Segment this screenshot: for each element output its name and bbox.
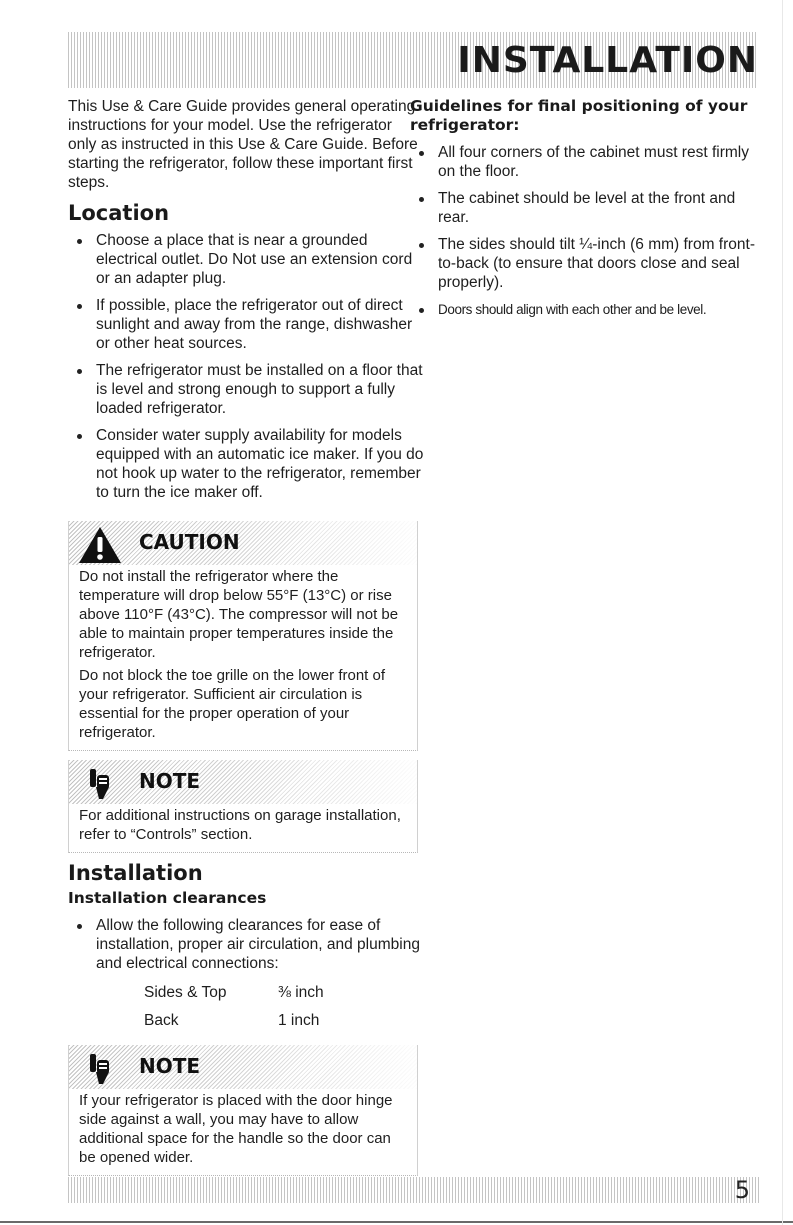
caution-box — [68, 521, 418, 751]
table-row — [144, 1011, 324, 1039]
caution-paragraph: Do not install the refrigerator where the temperature will drop below 55°F (13°C) or rise above 110°F (43°C). The compressor will not be able to maintain proper temperatures inside the refrigerator. — [79, 568, 399, 661]
clearance-table — [144, 983, 324, 1039]
installation-section — [68, 861, 424, 1039]
caution-body — [69, 565, 417, 750]
location-heading: Location — [68, 201, 170, 225]
bullet-icon — [419, 243, 424, 248]
list-item: Allow the following clearances for ease of installation, proper air circulation, and plumbing and electrical connections: — [68, 916, 424, 973]
bullet-icon — [419, 308, 424, 313]
warning-triangle-icon — [77, 525, 123, 565]
right-column — [410, 97, 760, 327]
installation-subheading: Installation clearances — [68, 889, 267, 907]
table-row — [144, 983, 324, 1011]
clearance-location: Back — [144, 1012, 179, 1029]
note-hand-icon — [87, 766, 111, 800]
page-edge — [782, 0, 783, 1225]
note-text: If your refrigerator is placed with the door hinge side against a wall, you may have to allow additional space for the handle so the door can be opened wider. — [79, 1092, 393, 1166]
caution-paragraph: Do not block the toe grille on the lower front of your refrigerator. Sufficient air circulation is essential for the proper operation of your refrigerator. — [79, 667, 386, 741]
bullet-icon — [77, 924, 82, 929]
bullet-icon — [77, 434, 82, 439]
bullet-icon — [77, 304, 82, 309]
note-label: NOTE — [139, 1054, 201, 1078]
clearance-location: Sides & Top — [144, 984, 227, 1001]
list-item: Consider water supply availability for models equipped with an automatic ice maker. If you do not hook up water to the refrigerator, remember to turn the ice maker off. — [68, 426, 424, 502]
note-box-garage — [68, 760, 418, 853]
list-item: Doors should align with each other and be level. — [410, 300, 760, 319]
installation-list — [68, 916, 424, 973]
list-item: Choose a place that is near a grounded electrical outlet. Do Not use an extension cord or an adapter plug. — [68, 231, 424, 288]
page-number: 5 — [734, 1176, 750, 1204]
page-title: INSTALLATION — [457, 40, 758, 81]
list-item: All four corners of the cabinet must rest firmly on the floor. — [410, 143, 760, 181]
note-body — [69, 804, 417, 852]
installation-heading: Installation — [68, 861, 203, 885]
header-band — [68, 32, 758, 88]
guidelines-heading: Guidelines for final positioning of your refrigerator: — [410, 97, 748, 134]
bullet-icon — [419, 197, 424, 202]
list-item: The sides should tilt ¼-inch (6 mm) from front-to-back (to ensure that doors close and seal properly). — [410, 235, 760, 292]
left-column — [68, 97, 424, 510]
note-hand-icon — [87, 1051, 111, 1085]
note-header — [69, 1045, 417, 1089]
intro-paragraph: This Use & Care Guide provides general operating instructions for your model. Use the refrigerator only as instructed in this Use & Care Guide. Before starting the refrigerator, follow these important first steps. — [68, 98, 418, 191]
note-label: NOTE — [139, 769, 201, 793]
bullet-icon — [77, 239, 82, 244]
list-item: The refrigerator must be installed on a floor that is level and strong enough to support a fully loaded refrigerator. — [68, 361, 424, 418]
bottom-rule — [0, 1221, 793, 1223]
list-item: The cabinet should be level at the front and rear. — [410, 189, 760, 227]
note-text: For additional instructions on garage installation, refer to “Controls” section. — [79, 807, 401, 843]
caution-header — [69, 521, 417, 565]
location-list — [68, 231, 424, 502]
footer-band — [68, 1177, 760, 1203]
note-body — [69, 1089, 417, 1175]
guidelines-list — [410, 143, 760, 319]
clearance-value: 1 inch — [278, 1012, 320, 1029]
caution-label: CAUTION — [139, 530, 240, 554]
clearance-value: ⅜ inch — [278, 984, 324, 1001]
bullet-icon — [77, 369, 82, 374]
note-header — [69, 760, 417, 804]
note-box-hinge — [68, 1045, 418, 1176]
bullet-icon — [419, 151, 424, 156]
list-item: If possible, place the refrigerator out of direct sunlight and away from the range, dishwasher or other heat sources. — [68, 296, 424, 353]
